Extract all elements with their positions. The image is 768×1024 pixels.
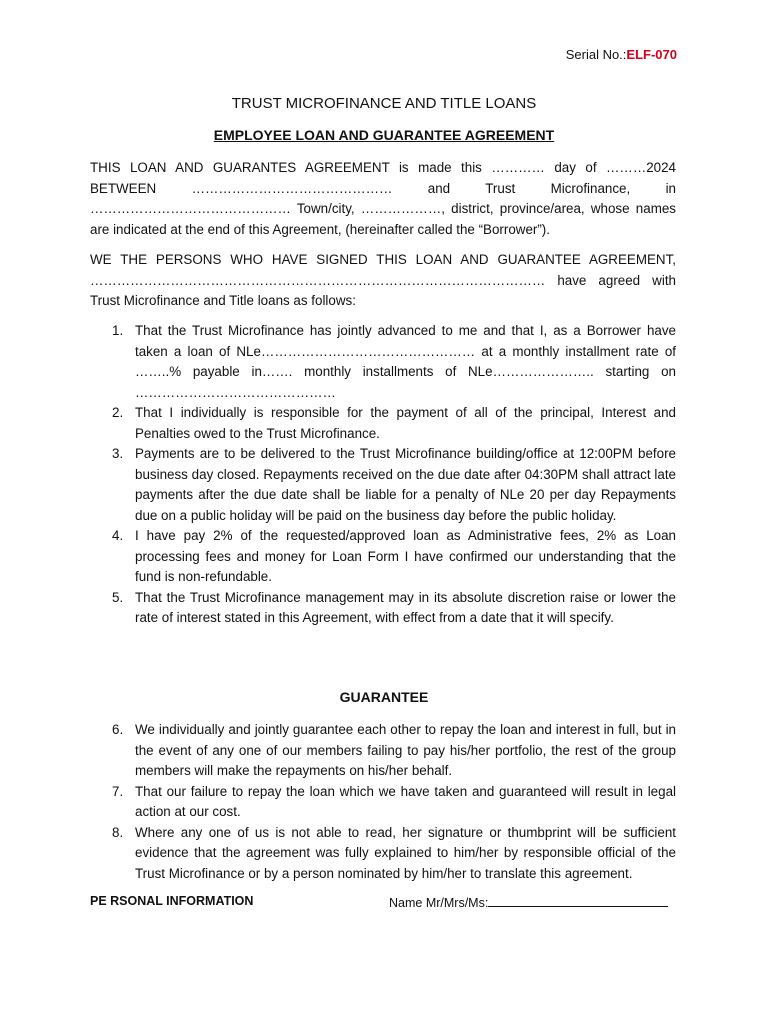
guarantee-text: Where any one of us is not able to read, her signature or thumbprint will be sufficient evidence that the agreement was fully explained to him/her by responsible official of the Trust Microfinance or by a person nominated by him/her to translate this agreement. [135,824,676,881]
term-number: 1. [112,323,124,338]
guarantee-item [90,823,676,885]
guarantee-number: 7. [112,783,124,799]
guarantee-number: 8. [112,824,124,840]
term-item [90,403,676,444]
guarantee-item [90,720,676,782]
term-item [90,526,676,588]
document-subtitle: EMPLOYEE LOAN AND GUARANTEE AGREEMENT [213,127,555,143]
guarantee-text: That our failure to repay the loan which we have taken and guaranteed will result in legal action at our cost. [135,783,676,819]
term-text: That the Trust Microfinance management may in its absolute discretion raise or lower the rate of interest stated in this Agreement, with effect from a date that it will specify. [135,589,676,625]
intro-paragraph: THIS LOAN AND GUARANTES AGREEMENT is made this ………… day of ………2024 BETWEEN ……………………………………… and Trust Microfinance, in ……………………………………… Town/city, ………………, district, province/area, whose names are indicated at the end of this Agreement, (hereinafter called the “Borrower”). [90,160,676,237]
guarantee-number: 6. [112,722,124,737]
guarantee-heading: GUARANTEE [339,689,429,705]
name-label: Name Mr/Mrs/Ms: [389,896,489,910]
serial-label: Serial No.: [565,47,627,62]
term-text: Payments are to be delivered to the Trust Microfinance building/office at 12:00PM before business day closed. Repayments received on the due date after 04:30PM shall attract late payments after the due date shall be liable for a penalty of NLe 20 per day Repayments due on a public holiday will be paid on the business day before the public holiday. [135,446,676,523]
term-item [90,444,676,526]
guarantee-text: We individually and jointly guarantee each other to repay the loan and interest in full, but in the event of any one of our members failing to pay his/her portfolio, the rest of the group members will make the repayments on his/her behalf. [135,722,676,778]
term-item [90,321,676,403]
personal-information-heading: PE RSONAL INFORMATION [90,894,254,908]
term-text: I have pay 2% of the requested/approved loan as Administrative fees, 2% as Loan processing fees and money for Loan Form I have confirmed our understanding that the fund is non-refundable. [135,528,676,584]
guarantee-list [90,720,676,884]
serial-number [566,47,677,62]
serial-code: ELF-070 [626,47,677,62]
agreement-paragraph: WE THE PERSONS WHO HAVE SIGNED THIS LOAN AND GUARANTEE AGREEMENT, ………………………………………………………………………………………… have agreed with Trust Microfinance and Title loans as follows: [90,252,676,308]
guarantee-item [90,782,676,823]
document-title: TRUST MICROFINANCE AND TITLE LOANS [231,95,537,112]
term-number: 5. [112,589,124,605]
term-number: 3. [112,446,124,461]
term-number: 2. [112,405,124,420]
terms-list [90,321,676,629]
name-field [389,894,668,910]
name-blank-line [488,894,668,907]
term-item [90,588,676,629]
term-text: That the Trust Microfinance has jointly advanced to me and that I, as a Borrower have taken a loan of NLe………………………………………… at a monthly installment rate of ……..% payable in……. monthly installments of NLe………………….. starting on ……………………………………… [135,323,676,400]
term-text: That I individually is responsible for the payment of all of the principal, Interest and Penalties owed to the Trust Microfinance. [135,405,676,441]
term-number: 4. [112,528,124,543]
